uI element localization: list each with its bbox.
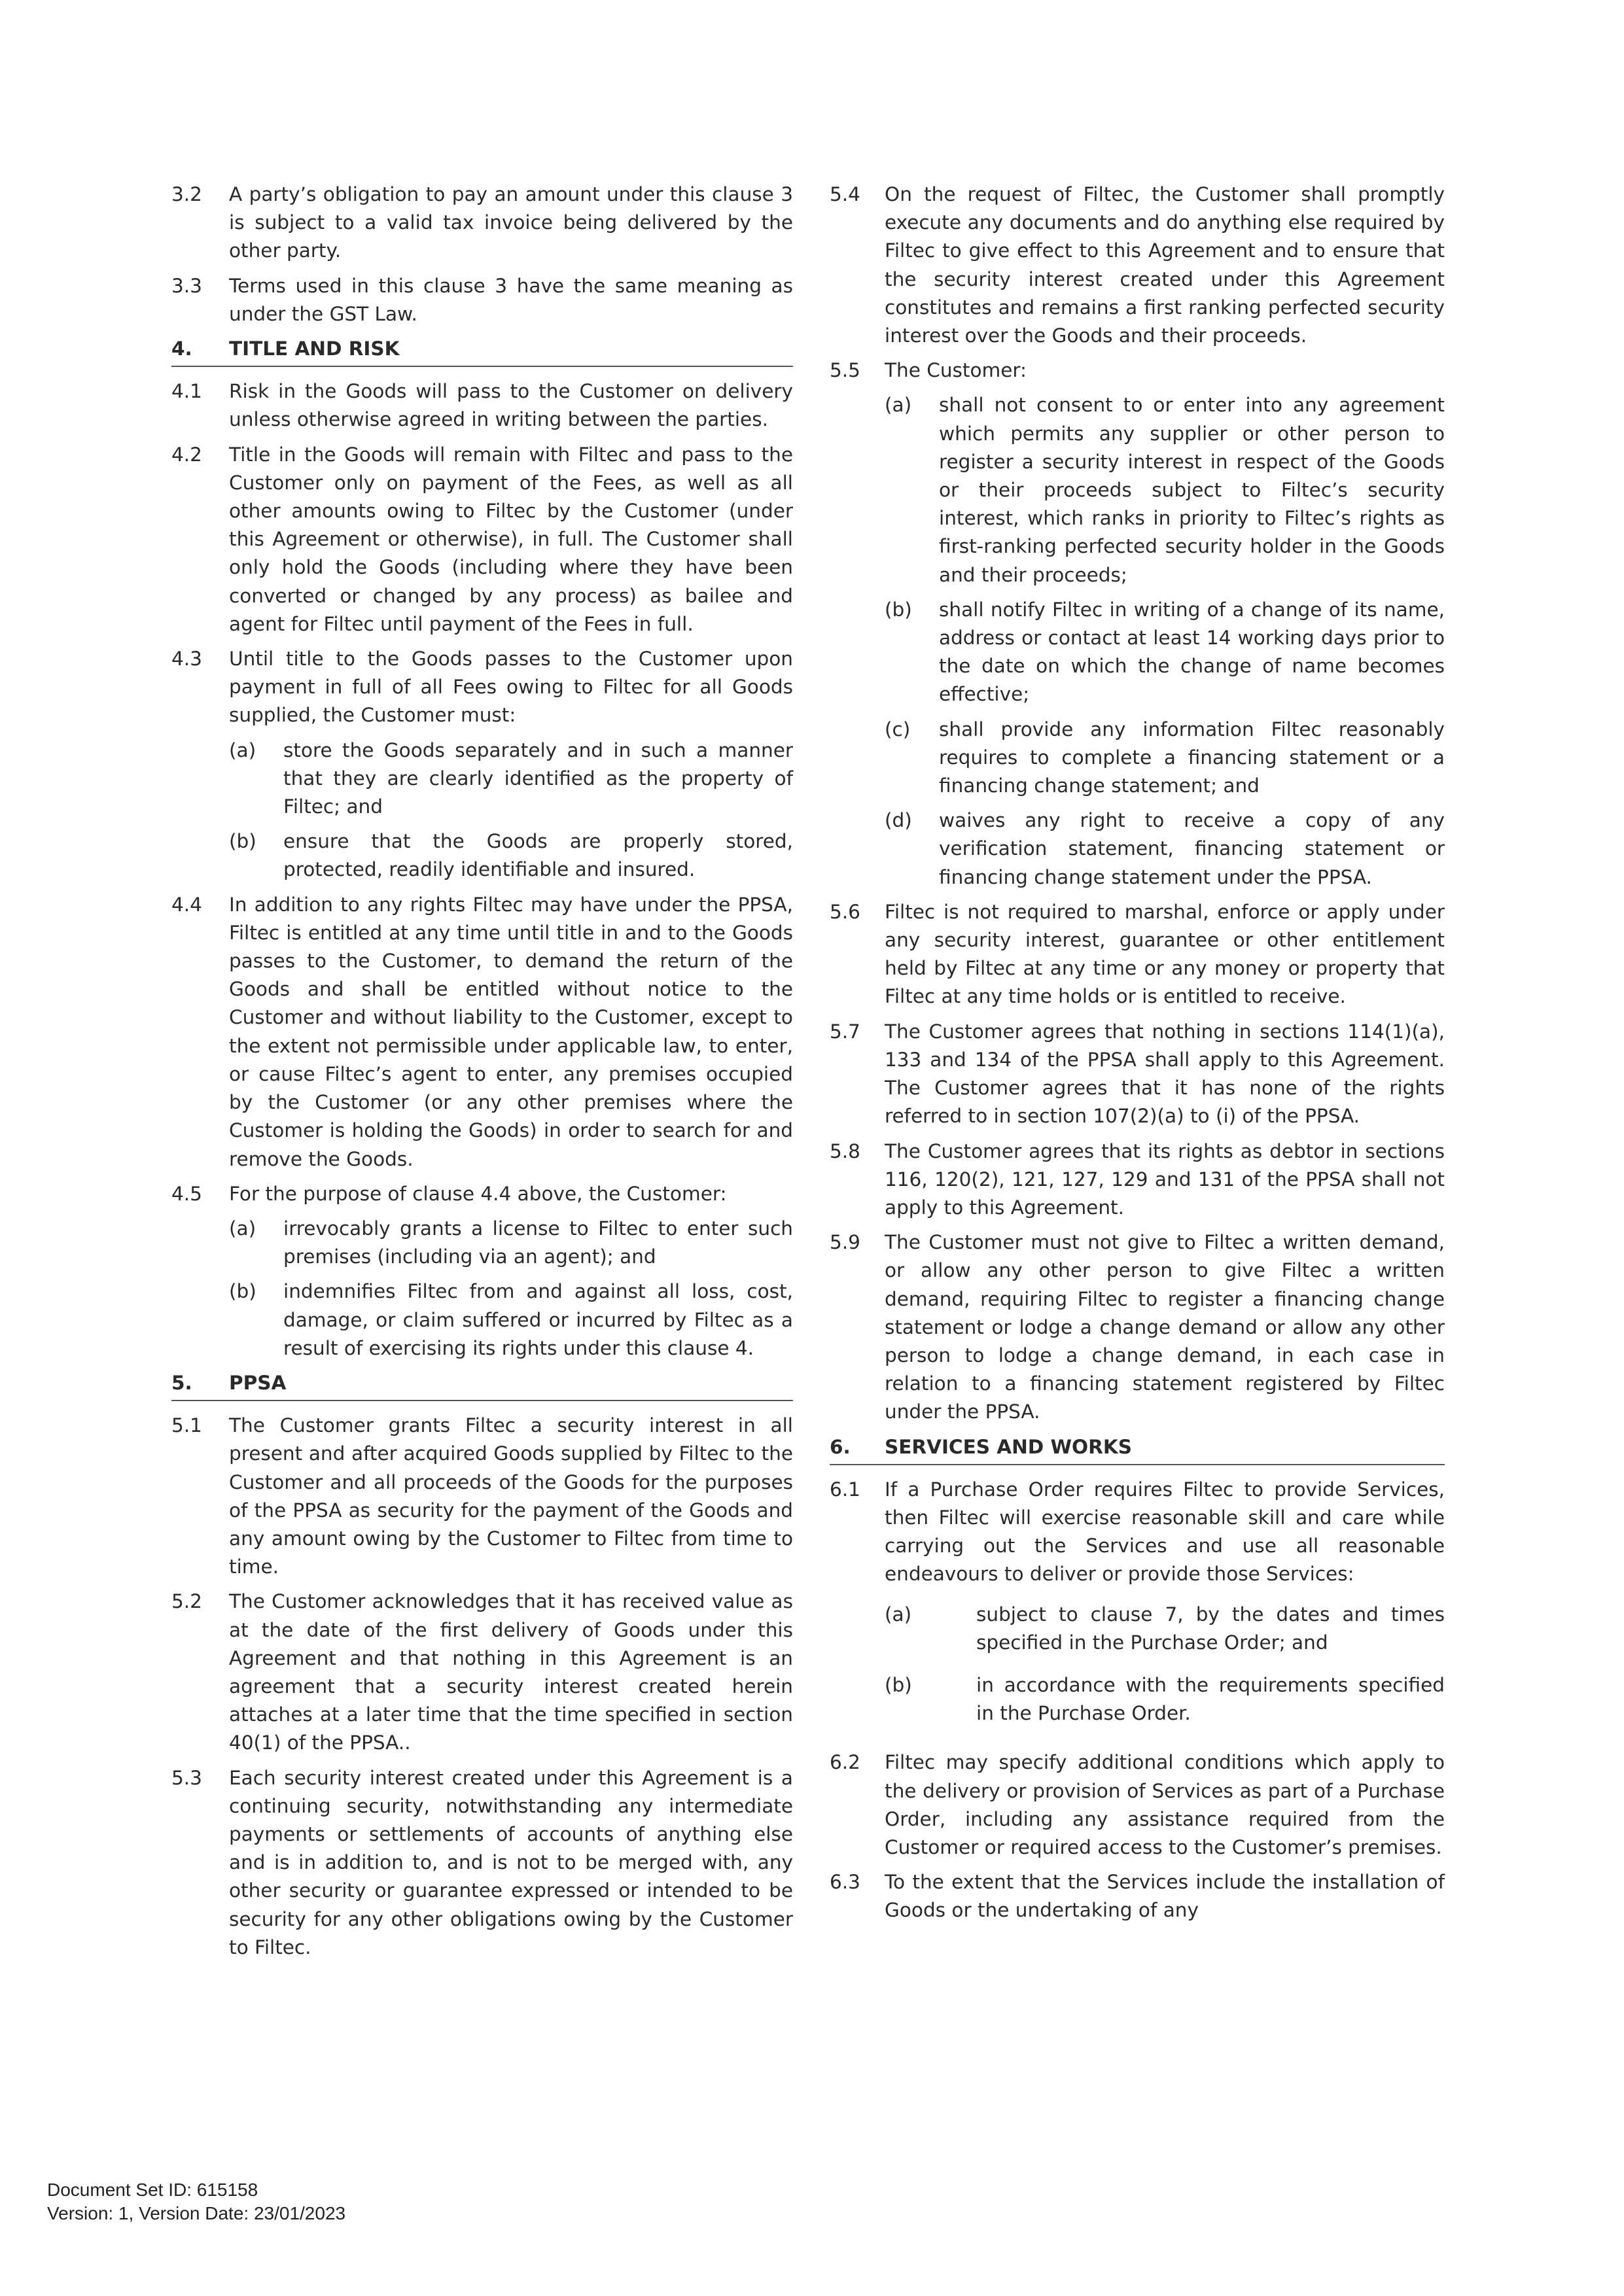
clause-text: Each security interest created under this Agreement is a continuing security, notwithstanding any intermediate payments or settlements of accounts of anything else and is in addition to, and is not to be merged with, any other security or guarantee expressed or intended to be security for any other obligations owing by the Customer to Filtec. — [229, 1766, 793, 1958]
clause-number: 5.4 — [830, 183, 860, 205]
clause-body — [885, 1228, 1445, 1426]
subclause — [229, 737, 793, 822]
subclause-label: (a) — [229, 1217, 256, 1240]
subclause — [229, 827, 793, 884]
clause-number: 5.1 — [171, 1414, 202, 1437]
subclause-text: ensure that the Goods are properly stored, protected, readily identifiable and insured. — [283, 830, 793, 881]
clause — [830, 1868, 1445, 1924]
clause-text: In addition to any rights Filtec may have under the PPSA, Filtec is entitled at any time until title in and to the Goods passes to the Customer, to demand the return of the Goods and shall be entitled without notice to the Customer and without liability to the Customer, except to the extent not permissible under applicable law, to enter, or cause Filtec’s agent to enter, any premises occupied by the Customer (or any other premises where the Customer is holding the Goods) in order to search for and remove the Goods. — [229, 893, 793, 1170]
clause-body — [885, 1476, 1445, 1743]
clause — [171, 181, 793, 266]
document-set-id: Document Set ID: 615158 — [47, 2180, 258, 2200]
subclause-text: subject to clause 7, by the dates and times specified in the Purchase Order; and — [976, 1603, 1445, 1654]
clause-text: The Customer grants Filtec a security interest in all present and after acquired Goods supplied by Filtec to the Customer and all proceeds of the Goods for the purposes of the PPSA as security for the payment of the Goods and any amount owing by the Customer to Filtec from time to time. — [229, 1414, 793, 1578]
clause-body — [885, 181, 1445, 350]
clause — [830, 1228, 1445, 1426]
clause — [171, 377, 793, 434]
clause-text: The Customer must not give to Filtec a written demand, or allow any other person to give Filtec a written demand, requiring Filtec to register a financing change statement or lodge a change demand or allow any other person to lodge a change demand, in each case in relation to a financing statement registered by Filtec under the PPSA. — [885, 1231, 1445, 1423]
section-heading — [171, 1369, 793, 1401]
subclause-label: (b) — [229, 1280, 256, 1303]
subclause-label: (d) — [885, 809, 912, 832]
clause-text: The Customer acknowledges that it has received value as at the date of the first delivery of Goods under this Agreement and that nothing in this Agreement is an agreement that a security interest created herein attaches at a later time that the time specified in section 40(1) of the PPSA.. — [229, 1590, 793, 1754]
clause-body — [229, 272, 793, 328]
clause-number: 3.2 — [171, 183, 202, 205]
subclause — [885, 716, 1445, 801]
section-number: 6. — [830, 1435, 851, 1458]
subclause-text: shall not consent to or enter into any agreement which permits any supplier or other person to register a security interest in respect of the Goods or their proceeds subject to Filtec’s security interest, which ranks in priority to Filtec’s rights as first-ranking perfected security holder in the Goods and their proceeds; — [939, 394, 1445, 586]
clause-text: Title in the Goods will remain with Filtec and pass to the Customer only on payment of the Fees, as well as all other amounts owing to Filtec by the Customer (under this Agreement or otherwise), in full. The Customer shall only hold the Goods (including where they have been converted or changed by any process) as bailee and agent for Filtec until payment of the Fees in full. — [229, 443, 793, 635]
section-title: SERVICES AND WORKS — [885, 1435, 1132, 1458]
clause-text: To the extent that the Services include the installation of Goods or the undertaking of any — [885, 1871, 1445, 1922]
clause-number: 4.5 — [171, 1182, 202, 1205]
subclause-label: (a) — [885, 1603, 912, 1626]
clause-text: If a Purchase Order requires Filtec to provide Services, then Filtec will exercise reasonable skill and care while carrying out the Services and use all reasonable endeavours to deliver or provide those Services: — [885, 1478, 1445, 1586]
clause-text: The Customer agrees that its rights as debtor in sections 116, 120(2), 121, 127, 129 and 131 of the PPSA shall not apply to this Agreement. — [885, 1139, 1445, 1219]
clause-body — [229, 645, 793, 884]
clause-number: 5.8 — [830, 1139, 860, 1162]
subclause-label: (a) — [229, 739, 256, 761]
clause-text: The Customer agrees that nothing in sections 114(1)(a), 133 and 134 of the PPSA shall apply to this Agreement. The Customer agrees that it has none of the rights referred to in section 107(2)(a) to (i) of the PPSA. — [885, 1020, 1445, 1128]
clause-body — [885, 1868, 1445, 1924]
clause — [830, 181, 1445, 350]
clause-number: 5.7 — [830, 1020, 860, 1043]
clause — [830, 357, 1445, 892]
subclause — [229, 1215, 793, 1271]
subclause-label: (b) — [885, 1673, 912, 1696]
clause-body — [229, 1412, 793, 1581]
subclause-text: shall provide any information Filtec reasonably requires to complete a financing statement or a financing change statement; and — [939, 718, 1445, 797]
clause-number: 5.5 — [830, 359, 860, 382]
clause — [171, 1764, 793, 1962]
clause-number: 4.2 — [171, 443, 202, 466]
clause-body — [885, 1748, 1445, 1862]
section-number: 5. — [171, 1371, 192, 1394]
clause-text: The Customer: — [885, 359, 1027, 382]
subclause — [885, 1671, 1445, 1728]
clause-number: 5.2 — [171, 1590, 202, 1613]
clause — [171, 891, 793, 1174]
subclause-text: waives any right to receive a copy of any verification statement, financing statement or financing change statement under the PPSA. — [939, 809, 1445, 888]
clause-number: 3.3 — [171, 274, 202, 297]
subclause — [885, 596, 1445, 709]
clause-text: Filtec is not required to marshal, enforce or apply under any security interest, guarantee or other entitlement held by Filtec at any time or any money or property that Filtec at any time holds or is entitled to receive. — [885, 900, 1445, 1008]
subclause-text: indemnifies Filtec from and against all loss, cost, damage, or claim suffered or incurred by Filtec as a result of exercising its rights under this clause 4. — [283, 1280, 793, 1359]
subclause — [885, 391, 1445, 589]
clause-body — [229, 377, 793, 434]
clause — [171, 441, 793, 638]
clause-text: Risk in the Goods will pass to the Customer on delivery unless otherwise agreed in writing between the parties. — [229, 380, 793, 431]
clause-number: 6.1 — [830, 1478, 860, 1501]
clause — [830, 1018, 1445, 1131]
clause-body — [229, 181, 793, 266]
subclause-text: in accordance with the requirements specified in the Purchase Order. — [976, 1673, 1445, 1725]
subclause — [885, 807, 1445, 892]
subclause — [229, 1278, 793, 1363]
clause — [171, 272, 793, 328]
clause — [830, 1138, 1445, 1223]
clause-body — [229, 1588, 793, 1757]
clause-body — [885, 898, 1445, 1011]
clause-text: A party’s obligation to pay an amount under this clause 3 is subject to a valid tax invoice being delivered by the other party. — [229, 183, 793, 262]
clause-body — [229, 441, 793, 638]
clause-number: 5.9 — [830, 1231, 860, 1254]
clause-body — [885, 1018, 1445, 1131]
clause-body — [885, 1138, 1445, 1223]
subclause-label: (c) — [885, 718, 911, 740]
clause — [171, 1180, 793, 1363]
clause-body — [229, 1764, 793, 1962]
clause-number: 5.3 — [171, 1766, 202, 1789]
subclause — [885, 1601, 1445, 1657]
clause — [171, 645, 793, 884]
clause-text: For the purpose of clause 4.4 above, the Customer: — [229, 1182, 727, 1205]
clause-number: 6.2 — [830, 1751, 860, 1774]
clause-number: 4.1 — [171, 380, 202, 403]
clause — [171, 1588, 793, 1757]
clause-number: 6.3 — [830, 1871, 860, 1894]
clause-text: Terms used in this clause 3 have the same meaning as under the GST Law. — [229, 274, 793, 325]
clause-number: 4.4 — [171, 893, 202, 916]
clause-number: 4.3 — [171, 648, 202, 670]
section-heading — [830, 1433, 1445, 1465]
clause — [830, 898, 1445, 1011]
clause — [830, 1748, 1445, 1862]
section-number: 4. — [171, 338, 192, 360]
clause-text: On the request of Filtec, the Customer shall promptly execute any documents and do anything else required by Filtec to give effect to this Agreement and to ensure that the security interest created under this Agreement constitutes and remains a first ranking perfected security interest over the Goods and their proceeds. — [885, 183, 1445, 347]
section-heading — [171, 335, 793, 367]
right-column — [830, 181, 1445, 1932]
subclause-label: (b) — [229, 830, 256, 853]
clause-body — [229, 891, 793, 1174]
clause-text: Filtec may specify additional conditions which apply to the delivery or provision of Services as part of a Purchase Order, including any assistance required from the Customer or required access to the Customer’s premises. — [885, 1751, 1445, 1858]
subclause-text: shall notify Filtec in writing of a change of its name, address or contact at least 14 working days prior to the date on which the change of name becomes effective; — [939, 598, 1445, 706]
left-column — [171, 181, 793, 1968]
subclause-label: (b) — [885, 598, 912, 621]
clause — [171, 1412, 793, 1581]
document-footer — [47, 2178, 345, 2225]
subclause-text: store the Goods separately and in such a manner that they are clearly identified as the property of Filtec; and — [283, 739, 793, 818]
clause-text: Until title to the Goods passes to the Customer upon payment in full of all Fees owing to Filtec for all Goods supplied, the Customer must: — [229, 648, 793, 727]
clause-body — [229, 1180, 793, 1363]
section-title: TITLE AND RISK — [229, 338, 400, 360]
clause-body — [885, 357, 1445, 892]
version-info: Version: 1, Version Date: 23/01/2023 — [47, 2203, 346, 2223]
section-title: PPSA — [229, 1371, 287, 1394]
subclause-text: irrevocably grants a license to Filtec to enter such premises (including via an agent); and — [283, 1217, 793, 1268]
subclause-label: (a) — [885, 394, 912, 417]
clause-number: 5.6 — [830, 900, 860, 923]
clause — [830, 1476, 1445, 1743]
